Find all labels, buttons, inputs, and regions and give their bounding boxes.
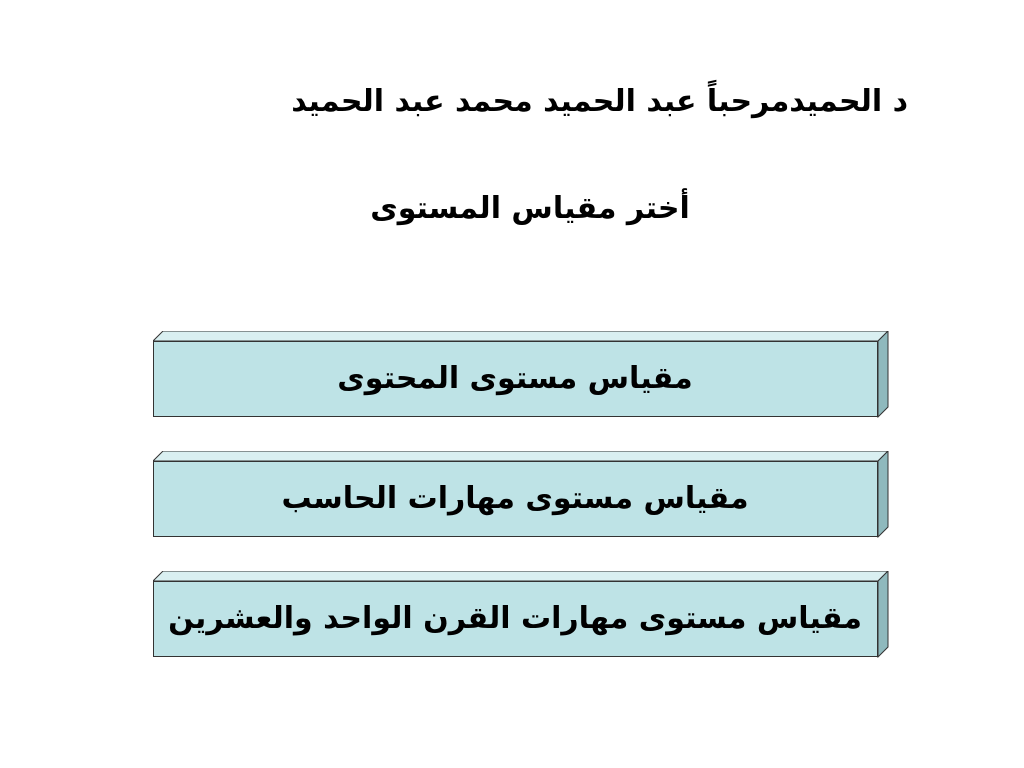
- computer-skills-scale-button[interactable]: [153, 451, 889, 538]
- content-level-scale-button[interactable]: [153, 331, 889, 418]
- option-label: مقياس مستوى المحتوى: [337, 361, 693, 396]
- choose-scale-heading: أختر مقياس المستوى: [370, 191, 690, 226]
- greeting-heading: د الحميدمرحباً عبد الحميد محمد عبد الحميد: [291, 84, 908, 119]
- option-label: مقياس مستوى مهارات القرن الواحد والعشرين: [168, 601, 862, 636]
- option-label: مقياس مستوى مهارات الحاسب: [281, 481, 749, 516]
- 21st-century-skills-scale-button[interactable]: [153, 571, 889, 658]
